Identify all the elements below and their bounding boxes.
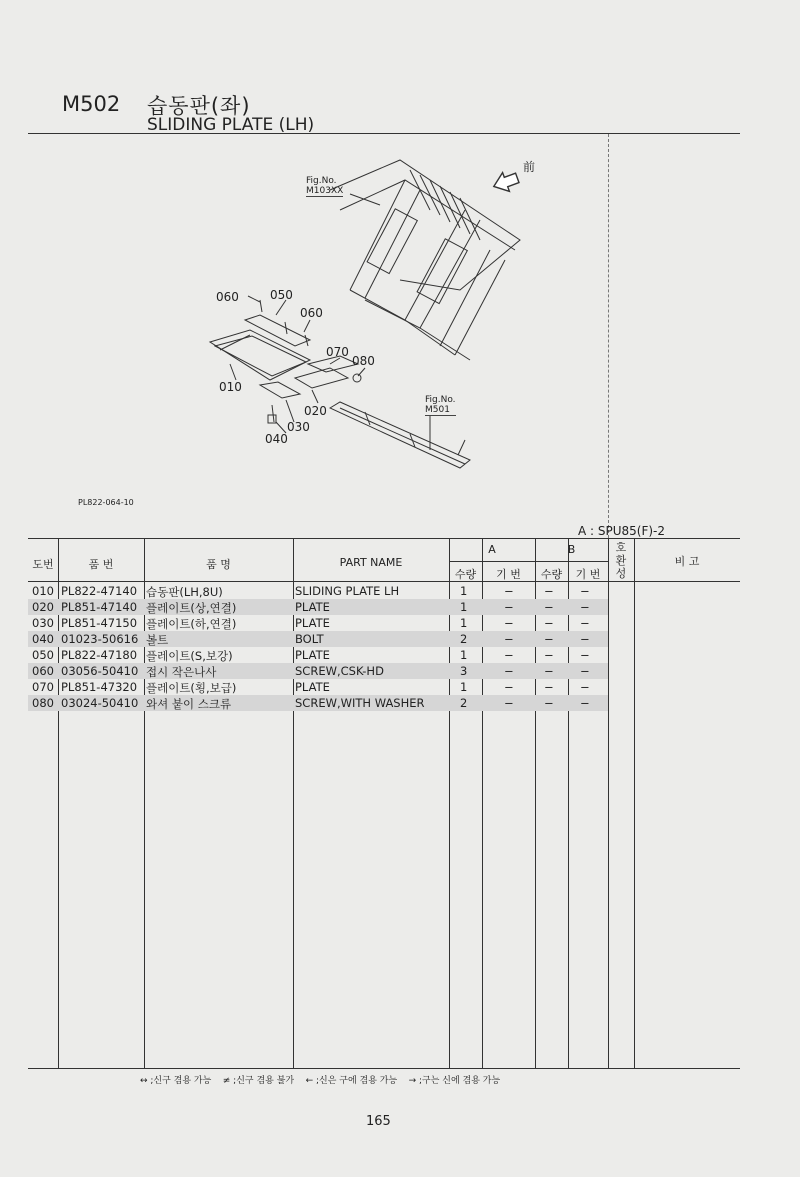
cell-no: 040 <box>32 632 54 646</box>
cell-serial-b: − <box>580 696 590 710</box>
cell-no: 020 <box>32 600 54 614</box>
table-row <box>28 599 608 615</box>
cell-qty-a: 1 <box>460 648 468 662</box>
header-serial-a: 기 번 <box>496 568 521 581</box>
callout-020: 020 <box>304 404 327 418</box>
legend-item: ≠ ;신구 겸용 불가 <box>222 1076 295 1086</box>
cell-serial-a: − <box>504 600 514 614</box>
cell-serial-b: − <box>580 680 590 694</box>
cell-part-no: PL822-47180 <box>61 648 138 662</box>
table-bottom-rule <box>28 1068 740 1069</box>
cell-serial-a: − <box>504 584 514 598</box>
diagram-id-note: PL822-064-10 <box>78 498 134 507</box>
legend-item: ← ;신은 구에 겸용 가능 <box>305 1076 398 1086</box>
cell-qty-a: 1 <box>460 680 468 694</box>
cell-part-no: 03024-50410 <box>61 696 139 710</box>
figure-divider <box>608 134 609 538</box>
header-name-ko: 품 명 <box>206 558 231 571</box>
exploded-diagram <box>190 150 550 490</box>
compatibility-legend <box>140 1073 500 1086</box>
cell-serial-b: − <box>580 648 590 662</box>
header-interchange: 호환성 <box>615 541 627 580</box>
header-serial-b: 기 번 <box>575 568 601 581</box>
header-part-name: PART NAME <box>339 556 403 569</box>
table-row <box>28 631 608 647</box>
header-group-b: B <box>567 543 576 556</box>
cell-no: 010 <box>32 584 54 598</box>
front-mark: 前 <box>523 160 536 174</box>
cell-serial-a: − <box>504 648 514 662</box>
cell-part-no: PL851-47140 <box>61 600 138 614</box>
col-divider <box>608 538 609 1068</box>
cell-qty-b: − <box>544 680 554 694</box>
cell-part-name: PLATE <box>295 648 330 662</box>
cell-qty-a: 1 <box>460 584 468 598</box>
cell-part-name: PLATE <box>295 616 330 630</box>
cell-part-no: PL822-47140 <box>61 584 138 598</box>
header-qty-a: 수량 <box>454 568 477 581</box>
header-qty-b: 수량 <box>540 568 563 581</box>
legend-item: ↔ ;신구 겸용 가능 <box>140 1076 212 1086</box>
cell-part-no: PL851-47150 <box>61 616 138 630</box>
table-row <box>28 615 608 631</box>
model-note: A : SPU85(F)-2 <box>578 524 666 538</box>
cell-qty-a: 1 <box>460 600 468 614</box>
col-divider <box>634 538 635 1068</box>
header-no: 도번 <box>32 558 54 571</box>
cell-part-name: BOLT <box>295 632 324 646</box>
cell-name-ko: 와셔 붙이 스크류 <box>146 697 232 711</box>
cell-part-name: SLIDING PLATE LH <box>295 584 400 598</box>
header-rule <box>28 133 740 134</box>
page-code: M502 <box>62 92 121 116</box>
cell-name-ko: 플레이트(S,보강) <box>146 649 233 663</box>
cell-qty-a: 2 <box>460 696 468 710</box>
cell-qty-b: − <box>544 600 554 614</box>
cell-qty-b: − <box>544 696 554 710</box>
legend-item: → ;구는 신에 겸용 가능 <box>408 1076 501 1086</box>
cell-qty-a: 2 <box>460 632 468 646</box>
figure-ref-top <box>306 176 343 197</box>
header-remarks: 비 고 <box>674 555 700 568</box>
table-row <box>28 663 608 679</box>
cell-serial-a: − <box>504 680 514 694</box>
cell-no: 060 <box>32 664 54 678</box>
cell-name-ko: 접시 작은나사 <box>146 665 217 679</box>
cell-name-ko: 플레이트(횡,보급) <box>146 681 237 695</box>
cell-serial-a: − <box>504 632 514 646</box>
cell-serial-b: − <box>580 664 590 678</box>
page-title-english: SLIDING PLATE (LH) <box>147 115 315 135</box>
callout-030: 030 <box>287 420 310 434</box>
cell-no: 050 <box>32 648 54 662</box>
page-title-korean: 습동판(좌) <box>147 94 251 118</box>
figure-ref-bottom-label: Fig.No. <box>425 395 456 405</box>
front-arrow-icon <box>490 168 524 194</box>
group-subheader-rule <box>449 561 608 562</box>
header-group-a: A <box>488 543 496 556</box>
cell-part-no: 01023-50616 <box>61 632 139 646</box>
cell-part-name: PLATE <box>295 600 330 614</box>
callout-060-a: 060 <box>216 290 239 304</box>
table-row <box>28 647 608 663</box>
callout-040: 040 <box>265 432 288 446</box>
cell-part-name: SCREW,CSK-HD <box>295 664 384 678</box>
cell-qty-a: 1 <box>460 616 468 630</box>
cell-qty-b: − <box>544 664 554 678</box>
cell-no: 030 <box>32 616 54 630</box>
callout-050: 050 <box>270 288 293 302</box>
figure-ref-bottom-value: M501 <box>425 405 456 416</box>
cell-name-ko: 플레이트(상,연결) <box>146 601 237 615</box>
cell-serial-b: − <box>580 616 590 630</box>
cell-no: 070 <box>32 680 54 694</box>
page-number: 165 <box>366 1114 391 1129</box>
header-part-no: 품 번 <box>88 558 114 571</box>
cell-qty-b: − <box>544 632 554 646</box>
cell-name-ko: 볼트 <box>146 633 169 647</box>
cell-qty-a: 3 <box>460 664 468 678</box>
cell-serial-b: − <box>580 632 590 646</box>
cell-part-no: PL851-47320 <box>61 680 138 694</box>
callout-080: 080 <box>352 354 375 368</box>
figure-ref-top-label: Fig.No. <box>306 176 337 186</box>
cell-serial-b: − <box>580 584 590 598</box>
callout-070: 070 <box>326 345 349 359</box>
cell-serial-a: − <box>504 696 514 710</box>
cell-serial-b: − <box>580 600 590 614</box>
cell-serial-a: − <box>504 664 514 678</box>
cell-part-name: SCREW,WITH WASHER <box>295 696 425 710</box>
cell-no: 080 <box>32 696 54 710</box>
cell-qty-b: − <box>544 648 554 662</box>
figure-ref-bottom <box>425 395 456 416</box>
table-row <box>28 583 608 599</box>
cell-qty-b: − <box>544 584 554 598</box>
table-row <box>28 679 608 695</box>
figure-ref-top-value: M103XX <box>306 186 344 196</box>
cell-name-ko: 플레이트(하,연결) <box>146 617 237 631</box>
cell-qty-b: − <box>544 616 554 630</box>
cell-name-ko: 습동판(LH,8U) <box>146 585 223 599</box>
cell-part-name: PLATE <box>295 680 330 694</box>
callout-060-b: 060 <box>300 306 323 320</box>
callout-010: 010 <box>219 380 242 394</box>
cell-serial-a: − <box>504 616 514 630</box>
cell-part-no: 03056-50410 <box>61 664 139 678</box>
table-row <box>28 695 608 711</box>
